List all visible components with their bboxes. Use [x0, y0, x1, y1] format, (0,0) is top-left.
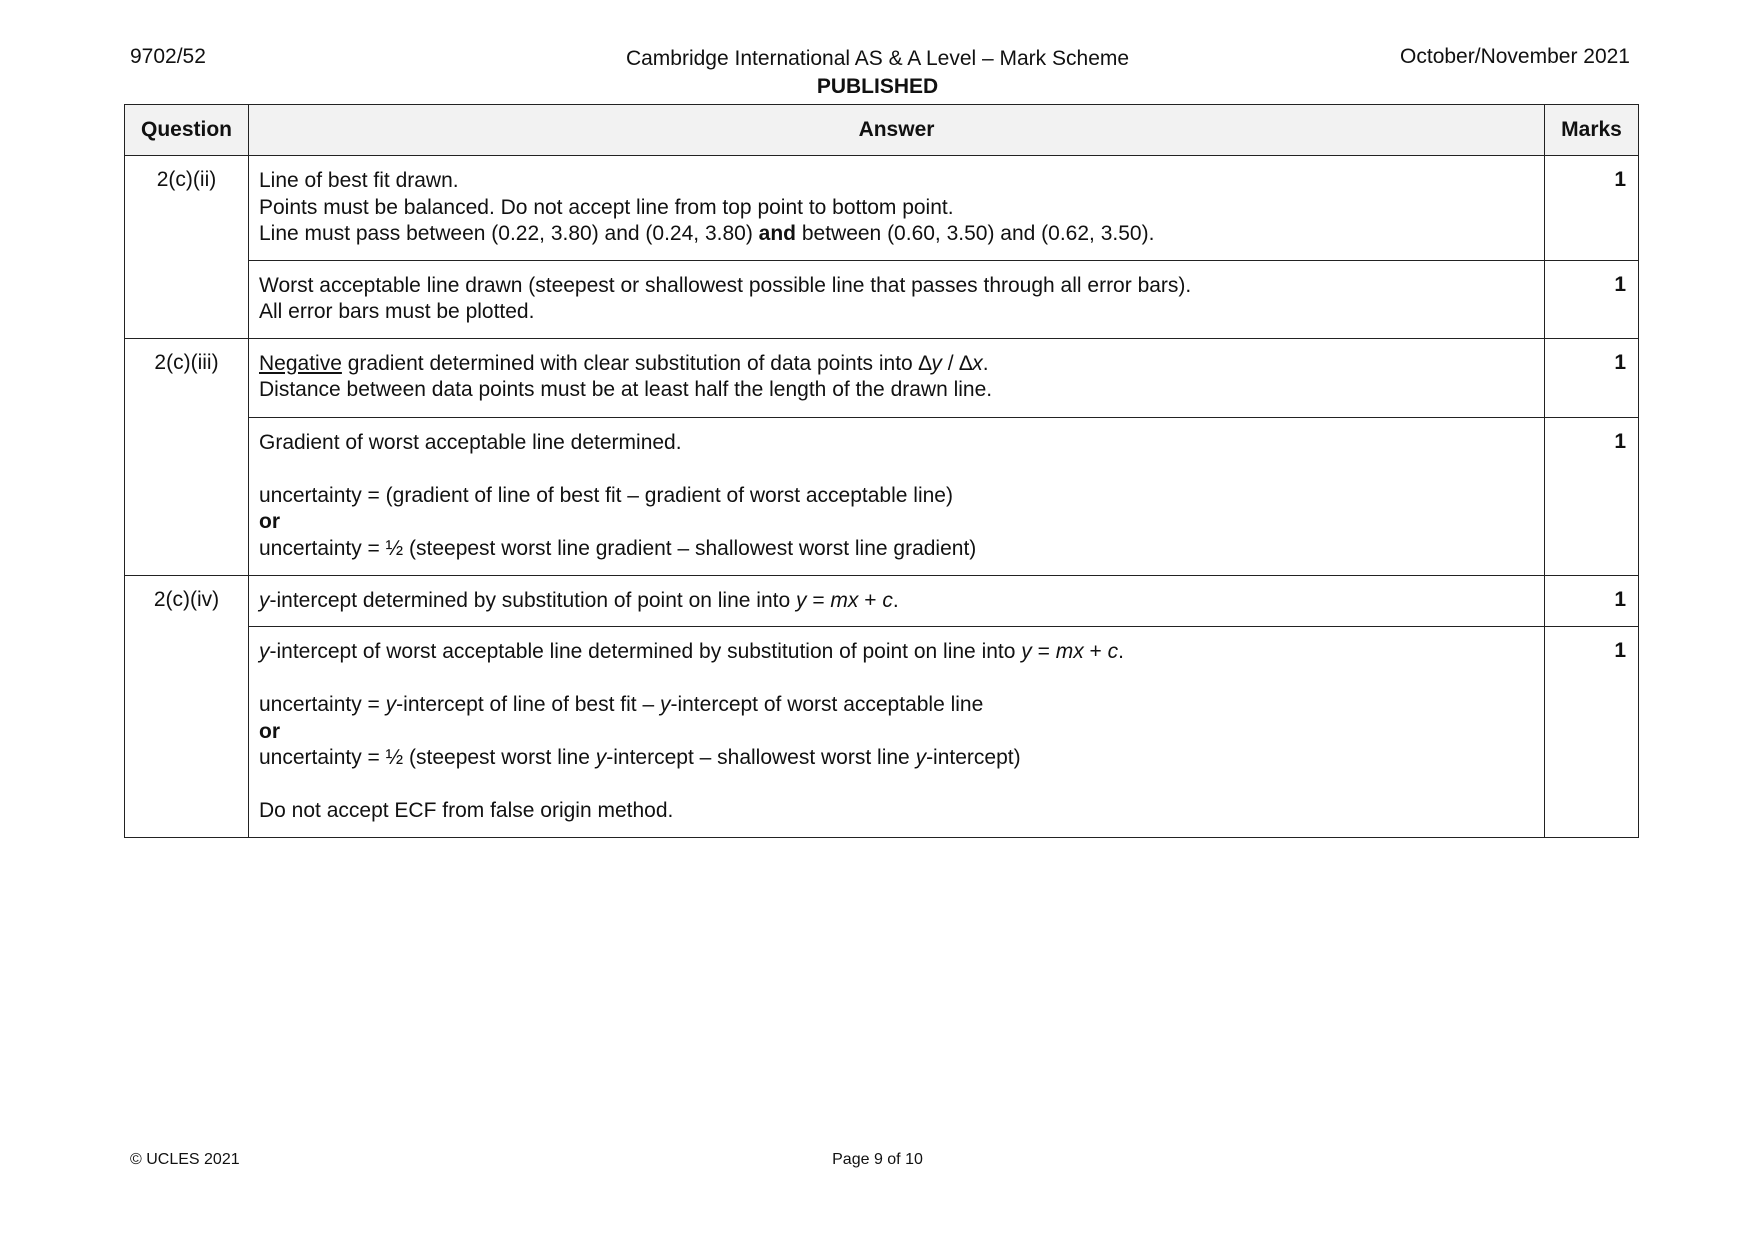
title-text: Cambridge International AS & A Level – Mark Scheme	[625, 47, 1130, 70]
table-row	[125, 260, 1639, 338]
mark-value: 1	[1545, 627, 1639, 838]
answer-cell	[249, 338, 1545, 417]
mark-value: 1	[1545, 260, 1639, 338]
page-number: Page 9 of 10	[832, 1151, 923, 1168]
answer-line: y-intercept of worst acceptable line determined by substitution of point on line into y = mx + c.	[259, 640, 1124, 663]
answer-line: Worst acceptable line drawn (steepest or shallowest possible line that passes through all error bars).	[259, 273, 1192, 297]
question-number: 2(c)(ii)	[125, 156, 249, 339]
question-number: 2(c)(iv)	[125, 575, 249, 837]
answer-header: Answer	[249, 105, 1545, 156]
mark-scheme-table	[124, 104, 1639, 838]
mark-value: 1	[1545, 156, 1639, 261]
exam-session: October/November 2021	[1400, 45, 1630, 68]
answer-cell	[249, 260, 1545, 338]
or-label: or	[259, 719, 280, 743]
answer-line: Distance between data points must be at least half the length of the drawn line.	[259, 378, 993, 401]
table-header-row	[125, 105, 1639, 156]
paper-code: 9702/52	[130, 45, 206, 68]
answer-line: uncertainty = y-intercept of line of best fit – y-intercept of worst acceptable line	[259, 693, 984, 716]
mark-value: 1	[1545, 575, 1639, 627]
answer-line: Points must be balanced. Do not accept line from top point to bottom point.	[259, 195, 954, 219]
table-row	[125, 627, 1639, 838]
or-label: or	[259, 510, 280, 533]
answer-line: uncertainty = ½ (steepest worst line gradient – shallowest worst line gradient)	[259, 536, 977, 560]
table-row	[125, 417, 1639, 575]
answer-line: Negative gradient determined with clear substitution of data points into ∆y / ∆x.	[259, 351, 989, 375]
answer-line: uncertainty = ½ (steepest worst line y-intercept – shallowest worst line y-intercept)	[259, 746, 1021, 769]
answer-line: Line must pass between (0.22, 3.80) and (0.24, 3.80) and between (0.60, 3.50) and (0.62, 3.50).	[259, 222, 1155, 245]
question-number: 2(c)(iii)	[125, 338, 249, 575]
mark-value: 1	[1545, 338, 1639, 417]
published-label: PUBLISHED	[816, 75, 939, 98]
answer-line: All error bars must be plotted.	[259, 300, 535, 323]
answer-line: Do not accept ECF from false origin method.	[259, 799, 674, 822]
table-row	[125, 575, 1639, 627]
answer-line: Gradient of worst acceptable line determined.	[259, 430, 682, 454]
mark-value: 1	[1545, 417, 1639, 575]
answer-line: uncertainty = (gradient of line of best fit – gradient of worst acceptable line)	[259, 483, 953, 507]
copyright-notice: © UCLES 2021	[130, 1151, 240, 1168]
table-row	[125, 156, 1639, 261]
answer-line: y-intercept determined by substitution of point on line into y = mx + c.	[259, 588, 899, 612]
answer-line: Line of best fit drawn.	[259, 169, 459, 192]
table-row	[125, 338, 1639, 417]
answer-cell	[249, 156, 1545, 261]
question-header: Question	[125, 105, 249, 156]
answer-cell	[249, 417, 1545, 575]
marks-header: Marks	[1545, 105, 1639, 156]
answer-cell	[249, 575, 1545, 627]
answer-cell	[249, 627, 1545, 838]
